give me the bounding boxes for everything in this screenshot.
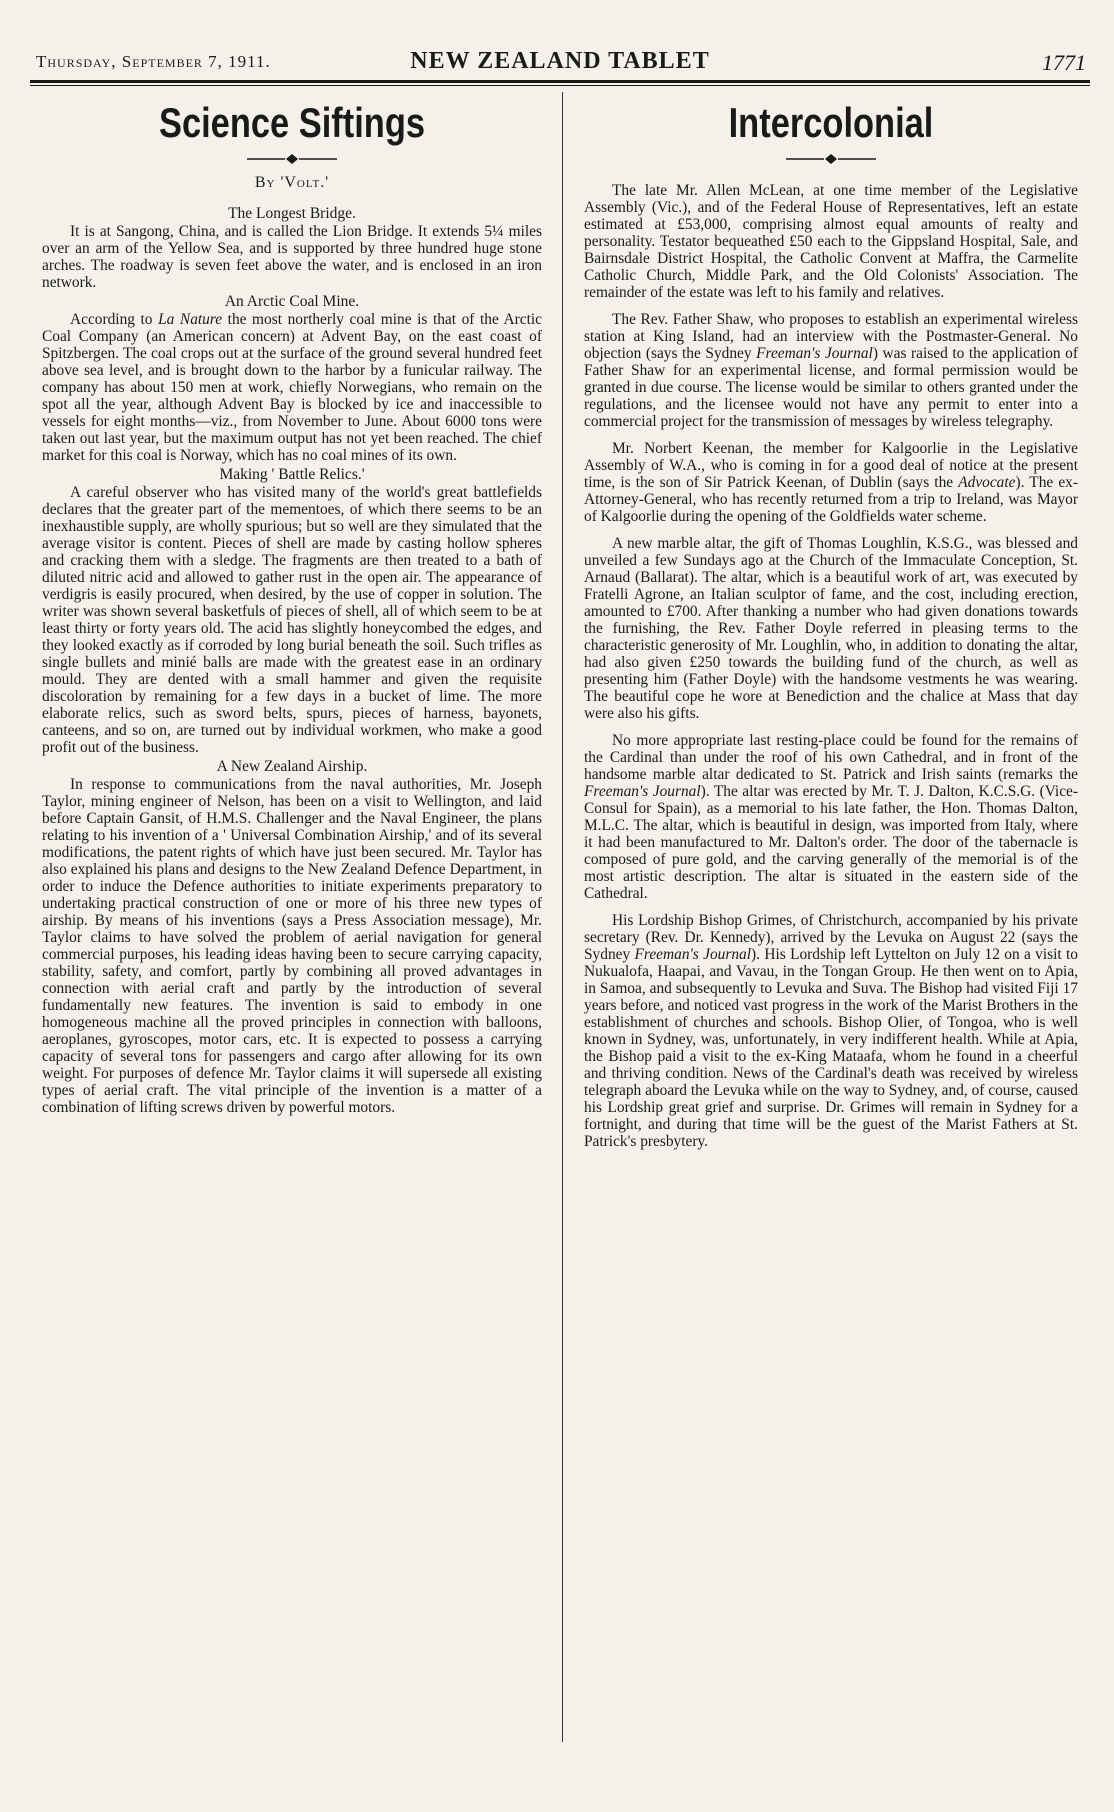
subhead-longest-bridge: The Longest Bridge. [228,205,356,222]
section-title-science: Science Siftings [158,99,426,146]
paragraph: The late Mr. Allen McLean, at one time member of the Legislative Assembly (Vic.), and of the Federal House of Representatives, left an estate estimated at £53,000, comprising almost equal amounts of realty and personality. Testator bequeathed £50 each to the Gippsland Hospital, Sale, and Bairnsdale District Hospital, the Catholic Convent at Maffra, the Carmelite Catholic Church, Middle Park, and the Old Colonists' Association. The remainder of the estate was left to his family and relatives. [584,182,1078,301]
subhead-battle-relics: Making ' Battle Relics.' [219,466,365,483]
paragraph: According to La Nature the most northerly coal mine is that of the Arctic Coal Company (an American concern) at Advent Bay, on the east coast of Spitzbergen. The coal crops out at the surface of the ground several hundred feet above sea level, and is brought down to the harbor by a funicular railway. The company has about 150 men at work, chiefly Norwegians, who remain on the spot all the year, although Advent Bay is blocked by ice and inaccessible to vessels for eight months—viz., from November to June. About 6000 tons were taken out last year, but the maximum output has not yet been reached. The chief market for this coal is Norway, which has no coal mines of its own. [42,311,542,464]
paragraph: No more appropriate last resting-place could be found for the remains of the Cardinal than under the roof of his own Cathedral, and in front of the handsome marble altar dedicated to St. Patrick and Irish saints (remarks the Freeman's Journal). The altar was erected by Mr. T. J. Dalton, K.C.S.G. (Vice-Consul for Spain), as a memorial to his late father, the Hon. Thomas Dalton, M.L.C. The altar, which is beautiful in design, was imported from Italy, where it had been manufactured to Mr. Dalton's order. The door of the tabernacle is composed of pure gold, and the carving generally of the memorial is of the most artistic description. The altar is situated in the eastern side of the Cathedral. [584,732,1078,902]
page-header [30,48,1090,82]
subhead-nz-airship: A New Zealand Airship. [216,758,368,775]
paragraph: It is at Sangong, China, and is called the Lion Bridge. It extends 5¼ miles over an arm of the Yellow Sea, and is supported by three hundred huge stone arches. The roadway is seven feet above the water, and is enclosed in an iron network. [42,223,542,291]
right-column [584,96,1078,1160]
ornament-divider-icon [247,154,337,164]
ornament-divider-icon [786,154,876,164]
header-rule-thin [30,85,1090,86]
page-number: 1771 [1042,50,1086,75]
header-rule-thick [30,80,1090,83]
paragraph: A careful observer who has visited many of the world's great battlefields declares that the greater part of the mementoes, of which there seems to be an inexhaustible supply, are wholly spurious; but so well are they simulated that the average visitor is content. Pieces of shell are made by casting hollow spheres and cracking them with a sledge. The fragments are then treated to a bath of diluted nitric acid and allowed to gather rust in the open air. The appearance of verdigris is easily procured, when desired, by the use of copper in solution. The writer was shown several basketfuls of pieces of shell, all of which seem to be at least thirty or forty years old. The acid has slightly honeycombed the edges, and they looked exactly as if corroded by long burial beneath the soil. Such trifles as single bullets and minié balls are made with the greatest ease in an ordinary mould. They are dented with a small hammer and given the requisite discoloration by remaining for a few days in a bucket of lime. The more elaborate relics, such as sword belts, spurs, pieces of harness, bayonets, canteens, and so on, are turned out by individual workmen, who make a good profit out of the business. [42,484,542,756]
section-title-intercolonial: Intercolonial [728,99,934,146]
left-column [42,96,542,1116]
subhead-arctic-coal-mine: An Arctic Coal Mine. [224,293,360,310]
issue-date: Thursday, September 7, 1911. [36,52,271,71]
paragraph: Mr. Norbert Keenan, the member for Kalgoorlie in the Legislative Assembly of W.A., who is coming in for a good deal of notice at the present time, is the son of Sir Patrick Keenan, of Dublin (says the Advocate). The ex-Attorney-General, who has recently returned from a trip to Ireland, was Mayor of Kalgoorlie during the opening of the Goldfields water scheme. [584,440,1078,525]
paragraph: The Rev. Father Shaw, who proposes to establish an experimental wireless station at King Island, had an interview with the Postmaster-General. No objection (says the Sydney Freeman's Journal) was raised to the application of Father Shaw for an experimental license, and formal permission would be granted in due course. The license would be similar to others granted under the regulations, and the licensee would not have any permit to enter into a commercial project for the transmission of messages by wireless telegraphy. [584,311,1078,430]
paragraph: A new marble altar, the gift of Thomas Loughlin, K.S.G., was blessed and unveiled a few Sundays ago at the Church of the Immaculate Conception, St. Arnaud (Ballarat). The altar, which is a beautiful work of art, was executed by Fratelli Agrone, an Italian sculptor of fame, and the cost, including erection, amounted to £700. After thanking a number who had given donations towards the furnishing, the Rev. Father Doyle referred in pleasing terms to the characteristic generosity of Mr. Loughlin, who, in addition to donating the altar, had also given £250 towards the building fund of the church, as well as presenting him (Father Doyle) with the handsome vestments he was wearing. The beautiful cope he wore at Benediction and the chalice at Mass that day were also his gifts. [584,535,1078,722]
paragraph: In response to communications from the naval authorities, Mr. Joseph Taylor, mining engineer of Nelson, has been on a visit to Wellington, and laid before Captain Gansit, of H.M.S. Challenger and the Naval Engineer, the plans relating to his invention of a ' Universal Combination Airship,' and of its several modifications, the patent rights of which have just been secured. Mr. Taylor has also explained his plans and designs to the New Zealand Defence Department, in order to induce the Defence authorities to initiate experiments preparatory to undertaking practical construction of one or more of his three new types of airship. By means of his inventions (says a Press Association message), Mr. Taylor claims to have solved the problem of aerial navigation for general commercial purposes, his leading ideas having been to secure carrying capacity, stability, safety, and comfort, partly by combining all proved advantages in connection with aerial craft and partly by the introduction of several fundamentally new features. The invention is said to embody in one homogeneous machine all the proved principles in connection with balloons, aeroplanes, gyroscopes, motor cars, etc. It is expected to possess a carrying capacity of several tons for passengers and cargo after allowing for its own weight. For purposes of defence Mr. Taylor claims it will supersede all existing types of aerial craft. The vital principle of the invention is a matter of a combination of lifting screws driven by powerful motors. [42,776,542,1116]
byline: By 'Volt.' [254,174,330,191]
paragraph: His Lordship Bishop Grimes, of Christchurch, accompanied by his private secretary (Rev. Dr. Kennedy), arrived by the Levuka on August 22 (says the Sydney Freeman's Journal). His Lordship left Lyttelton on July 12 on a visit to Nukualofa, Haapai, and Vavau, in the Tongan Group. He then went on to Apia, in Samoa, and subsequently to Levuka and Suva. The Bishop had visited Fiji 17 years before, and noticed vast progress in the work of the Marist Brothers in the establishment of churches and schools. Bishop Olier, of Tongoa, who is well known in Sydney, was, unfortunately, in very indifferent health. While at Apia, the Bishop paid a visit to the ex-King Mataafa, whom he found in a cheerful and thriving condition. News of the Cardinal's death was received by wireless telegraph aboard the Levuka while on the way to Sydney, and, of course, caused his Lordship great grief and surprise. Dr. Grimes will remain in Sydney for a fortnight, and during that time will be the guest of the Marist Fathers at St. Patrick's presbytery. [584,912,1078,1150]
publication-title: NEW ZEALAND TABLET [410,48,710,74]
column-divider [562,92,563,1742]
